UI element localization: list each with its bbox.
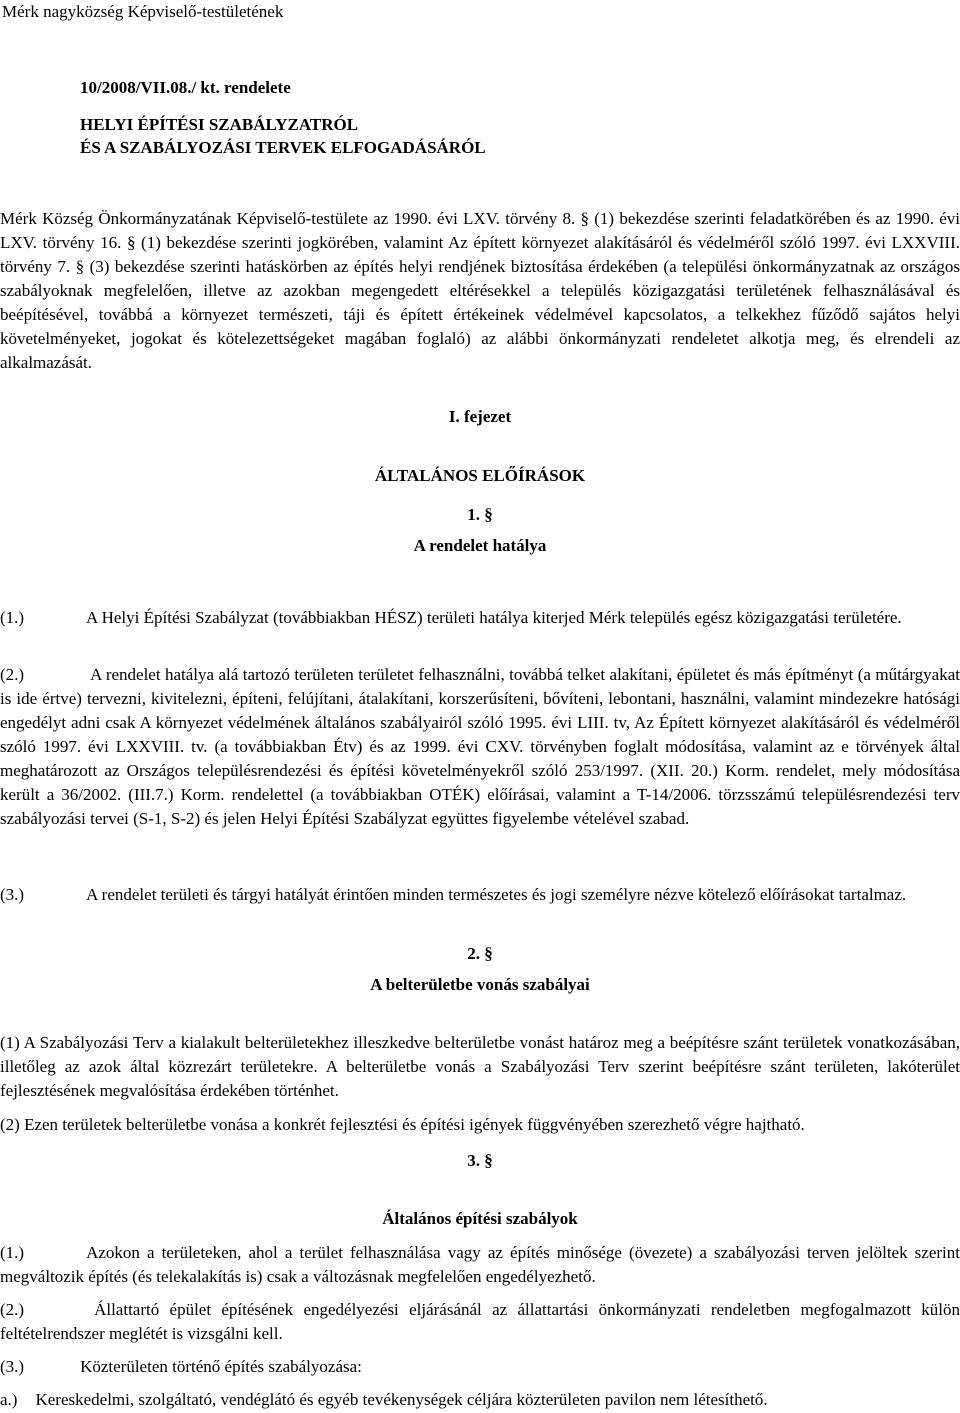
paragraph-label: (1.) [0,1243,25,1262]
paragraph-label: (2.) [0,665,25,684]
section-3-paragraph-3 [0,1355,960,1379]
section-2-paragraph-2: (2) Ezen területek belterületbe vonása a konkrét fejlesztési és építési igények függvényében szerezhető végre hajtható. [0,1115,805,1134]
chapter-title: ÁLTALÁNOS ELŐÍRÁSOK [374,466,586,485]
section-1-number: 1. § [467,505,493,524]
preamble-paragraph: Mérk Község Önkormányzatának Képviselő-testülete az 1990. évi LXV. törvény 8. § (1) bekezdése szerinti feladatkörében és az 1990. évi LXV. törvény 16. § (1) bekezdése szerinti jogkörében, valamint Az épített környezet alakításáról és védelméről szóló 1997. évi LXXVIII. törvény 7. § (3) bekezdése szerinti hatáskörben az építés helyi rendjének biztosítása érdekében (a települési önkormányzatnak az országos szabályoknak megfelelően, illetve az azokban megengedett eltérésekkel a település közigazgatási területének felhasználásával és beépítésével, továbbá a környezet természeti, táji és épített értékeinek védelmével kapcsolatos, a telkekhez fűződő sajátos helyi követelményeket, jogokat és kötelezettségeket magában foglaló) az alábbi önkormányzati rendeletet alkotja meg, és elrendeli az alkalmazását. [0,209,960,372]
regulation-title-block [80,76,486,159]
section-3-paragraph-1 [0,1241,960,1289]
paragraph-label: (2.) [0,1300,25,1319]
section-2-number: 2. § [467,944,493,963]
council-header: Mérk nagyközség Képviselő-testületének [2,2,284,21]
paragraph-text: A rendelet hatálya alá tartozó területen területet felhasználni, továbbá telket alakítani, épületet és más építményt (a műtárgyakat is ide értve) tervezni, kivitelezni, építeni, felújítani, átalakítani, korszerűsíteni, bővíteni, lebontani, használni, valamint mindezekre hatósági engedélyt adni csak A környezet védelmének általános szabályairól szóló 1995. évi LIII. tv, Az Épített környezet alakításáról és védelméről szóló 1997. évi LXXVIII. tv. (a továbbiakban Étv) és az 1999. évi CXV. törvényben foglalt módosítása, valamint az e törvények által meghatározott az Országos településrendezési és építési követelményekről szóló 253/1997. (XII. 20.) Korm. rendelet, mely módosítása került a 36/2002. (III.7.) Korm. rendelettel (a továbbiakban OTÉK) előírásai, valamint a T-14/2006. törzsszámú településrendezési terv szabályozási tervei (S-1, S-2) és jelen Helyi Építési Szabályzat együttes figyelembe vételével szabad. [0,665,960,828]
regulation-number: 10/2008/VII.08./ kt. rendelete [80,78,291,97]
regulation-title-line2: ÉS A SZABÁLYOZÁSI TERVEK ELFOGADÁSÁRÓL [80,138,486,157]
section-3-title: Általános építési szabályok [382,1209,578,1228]
paragraph-text: Közterületen történő építés szabályozása: [80,1357,362,1376]
section-2-title: A belterületbe vonás szabályai [370,975,590,994]
item-text: Kereskedelmi, szolgáltató, vendéglátó és egyéb tevékenységek céljára közterületen pavilon nem létesíthető. [35,1390,768,1409]
paragraph-label: (1.) [0,608,25,627]
section-3-paragraph-2 [0,1298,960,1346]
paragraph-text: Állattartó épület építésének engedélyezési eljárásánál az állattartási önkormányzati rendeletben megfogalmazott külön feltételrendszer meglétét is vizsgálni kell. [0,1300,960,1343]
item-label: a.) [0,1390,18,1409]
section-3-item-a [0,1388,960,1412]
section-1-paragraph-3 [0,883,960,907]
section-1-paragraph-1 [0,606,960,630]
chapter-label: I. fejezet [448,407,512,426]
section-1-paragraph-2 [0,663,960,831]
paragraph-label: (3.) [0,885,25,904]
section-2-paragraph-1: (1) A Szabályozási Terv a kialakult belterületekhez illeszkedve belterületbe vonást határoz meg a beépítésre szánt területek vonatkozásában, illetőleg az azok által közrezárt területekre. A belterületbe vonás a Szabályozási Terv szerint beépítésre szánt területen, lakóterület fejlesztésének megvalósítása érdekében történhet. [0,1033,960,1100]
paragraph-text: A rendelet területi és tárgyi hatályát érintően minden természetes és jogi személyre nézve kötelező előírásokat tartalmaz. [86,885,907,904]
section-1-title: A rendelet hatálya [413,536,547,555]
regulation-title-line1: HELYI ÉPÍTÉSI SZABÁLYZATRÓL [80,115,359,134]
paragraph-text: Azokon a területeken, ahol a terület felhasználása vagy az építés minősége (övezete) a szabályozási terven jelöltek szerint megváltozik építés (és telekalakítás is) csak a változásnak megfelelően engedélyezhető. [0,1243,960,1286]
section-3-number: 3. § [467,1151,493,1170]
paragraph-text: A Helyi Építési Szabályzat (továbbiakban HÉSZ) területi hatálya kiterjed Mérk település egész közigazgatási területére. [86,608,902,627]
paragraph-label: (3.) [0,1357,25,1376]
